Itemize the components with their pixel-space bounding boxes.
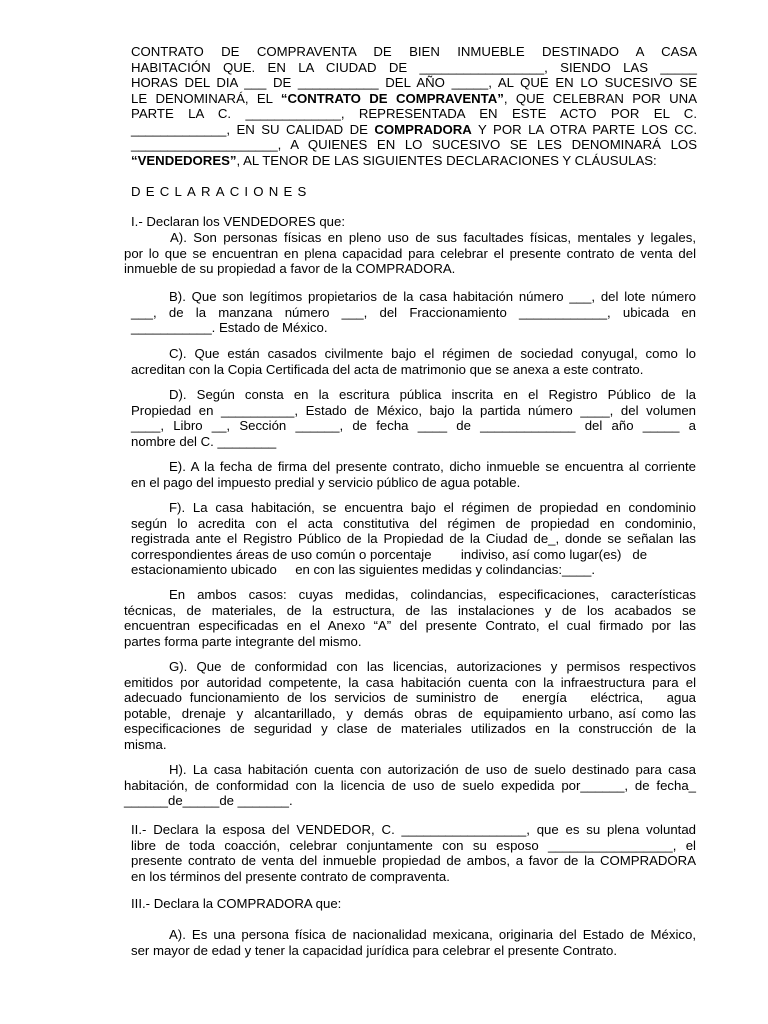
paragraph-ambos-casos	[124, 587, 696, 649]
paragraph-line: adecuado funcionamiento de los servicios de suministro de energía eléctrica, agua	[124, 690, 696, 705]
paragraph-d	[131, 387, 696, 449]
paragraph-line: emitidos por autoridad competente, la casa habitación cuenta con la infraestructura para el	[124, 674, 696, 690]
paragraph-line: nombre del C. ________	[131, 433, 277, 449]
paragraph-h	[124, 762, 696, 809]
paragraph-line: en el pago del impuesto predial y servicio público de agua potable.	[131, 474, 521, 490]
paragraph-line: libre de toda coacción, celebrar conjuntamente con su esposo _________________, el	[131, 837, 696, 853]
paragraph-line: especificaciones de seguridad y clase de materiales utilizados en la construcción de la	[124, 721, 696, 736]
paragraph-line: C). Que están casados civilmente bajo el régimen de sociedad conyugal, como lo	[169, 346, 696, 361]
paragraph-line: partes forma parte integrante del mismo.	[124, 633, 362, 649]
paragraph-line: ___________. Estado de México.	[131, 320, 328, 335]
contract-name-bold: “CONTRATO DE COMPRAVENTA”	[280, 90, 504, 106]
paragraph-line: ser mayor de edad y tener la capacidad jurídica para celebrar el presente Contrato.	[131, 942, 618, 958]
paragraph-line: F). La casa habitación, se encuentra bajo el régimen de propiedad en condominio	[169, 500, 696, 515]
paragraph-line: ___, de la manzana número ___, del Fraccionamiento ____________, ubicada en	[131, 304, 696, 320]
paragraph-line: ____, Libro __, Sección ______, de fecha ____ de _____________ del año _____ a	[131, 418, 696, 433]
paragraph-line: G). Que de conformidad con las licencias, autorizaciones y permisos respectivos	[169, 659, 696, 674]
section-ii-paragraph	[131, 822, 696, 884]
paragraph-line: correspondientes áreas de uso común o porcentaje indiviso, así como lugar(es) de	[131, 546, 648, 562]
paragraph-line: A). Son personas físicas en pleno uso de sus facultades físicas, mentales y legales,	[170, 230, 696, 245]
paragraph-line: H). La casa habitación cuenta con autorización de uso de suelo destinado para casa	[169, 762, 696, 777]
paragraph-b	[131, 289, 696, 336]
paragraph-line: E). A la fecha de firma del presente contrato, dicho inmueble se encuentra al corriente	[169, 459, 696, 474]
paragraph-line: D). Según consta en la escritura pública inscrita en el Registro Público de la	[169, 387, 696, 402]
paragraph-iii-a	[131, 927, 696, 958]
paragraph-line: A). Es una persona física de nacionalidad mexicana, originaria del Estado de México,	[169, 927, 696, 942]
paragraph-line: potable, drenaje y alcantarillado, y demás obras de equipamiento urbano, así como las	[124, 705, 696, 721]
paragraph-line: en los términos del presente contrato de compraventa.	[131, 868, 450, 884]
paragraph-line: acreditan con la Copia Certificada del acta de matrimonio que se anexa a este contrato.	[131, 361, 644, 377]
intro-paragraph	[131, 44, 697, 168]
paragraph-line: por lo que se encuentran en plena capacidad para celebrar el presente contrato de venta del	[124, 245, 696, 261]
intro-line: PARTE LA C. _____________, REPRESENTADA EN ESTE ACTO POR EL C.	[131, 106, 697, 121]
compradora-bold: COMPRADORA	[374, 121, 472, 137]
intro-line: “VENDEDORES”, AL TENOR DE LAS SIGUIENTES DECLARACIONES Y CLÁUSULAS:	[131, 152, 657, 168]
paragraph-a	[124, 230, 696, 277]
paragraph-e	[131, 459, 696, 490]
paragraph-c	[131, 346, 696, 377]
paragraph-f	[131, 500, 696, 578]
intro-line: HABITACIÓN QUE. EN LA CIUDAD DE _________________, SIENDO LAS _____	[131, 59, 697, 75]
paragraph-line: estacionamiento ubicado en con las siguientes medidas y colindancias:____.	[131, 562, 596, 577]
paragraph-line: técnicas, de materiales, de la estructura, de las instalaciones y de los acabados se	[124, 602, 696, 618]
paragraph-line: inmueble de su propiedad a favor de la COMPRADORA.	[124, 261, 456, 276]
paragraph-line: registrada ante el Registro Público de la Propiedad de la Ciudad de_, donde se señalan las	[131, 531, 696, 546]
paragraph-line: presente contrato de venta del inmueble propiedad de ambos, a favor de la COMPRADORA	[131, 853, 696, 868]
paragraph-line: encuentran especificadas en el Anexo “A” del presente Contrato, el cual firmado por las	[124, 618, 696, 633]
paragraph-line: habitación, de conformidad con la licencia de uso de suelo expedida por______, de fecha_	[124, 777, 696, 793]
intro-line: LE DENOMINARÁ, EL “CONTRATO DE COMPRAVENTA”, QUE CELEBRAN POR UNA	[131, 90, 697, 106]
paragraph-line: según lo acredita con el acta constitutiva del régimen de propiedad en condominio,	[131, 515, 696, 531]
section-iii-title: III.- Declara la COMPRADORA que:	[131, 896, 342, 911]
intro-line: ____________________, A QUIENES EN LO SUCESIVO SE LES DENOMINARÁ LOS	[131, 137, 697, 152]
paragraph-line: En ambos casos: cuyas medidas, colindancias, especificaciones, características	[169, 587, 696, 602]
intro-line: HORAS DEL DIA ___ DE ___________ DEL AÑO _____, AL QUE EN LO SUCESIVO SE	[131, 75, 697, 90]
intro-line: CONTRATO DE COMPRAVENTA DE BIEN INMUEBLE DESTINADO A CASA	[131, 44, 697, 59]
paragraph-line: ______de_____de _______.	[124, 793, 293, 808]
section-i-title: I.- Declaran los VENDEDORES que:	[131, 214, 346, 229]
vendedores-bold: “VENDEDORES”	[131, 152, 237, 168]
paragraph-g	[124, 659, 696, 752]
declaraciones-heading: DECLARACIONES	[131, 184, 312, 199]
paragraph-line: B). Que son legítimos propietarios de la casa habitación número ___, del lote número	[169, 289, 696, 304]
paragraph-line: Propiedad en __________, Estado de México, bajo la partida número ____, del volumen	[131, 402, 696, 418]
paragraph-line: misma.	[124, 736, 167, 752]
paragraph-line: II.- Declara la esposa del VENDEDOR, C. _________________, que es su plena voluntad	[131, 822, 696, 837]
intro-line: _____________, EN SU CALIDAD DE COMPRADORA Y POR LA OTRA PARTE LOS CC.	[131, 121, 698, 137]
